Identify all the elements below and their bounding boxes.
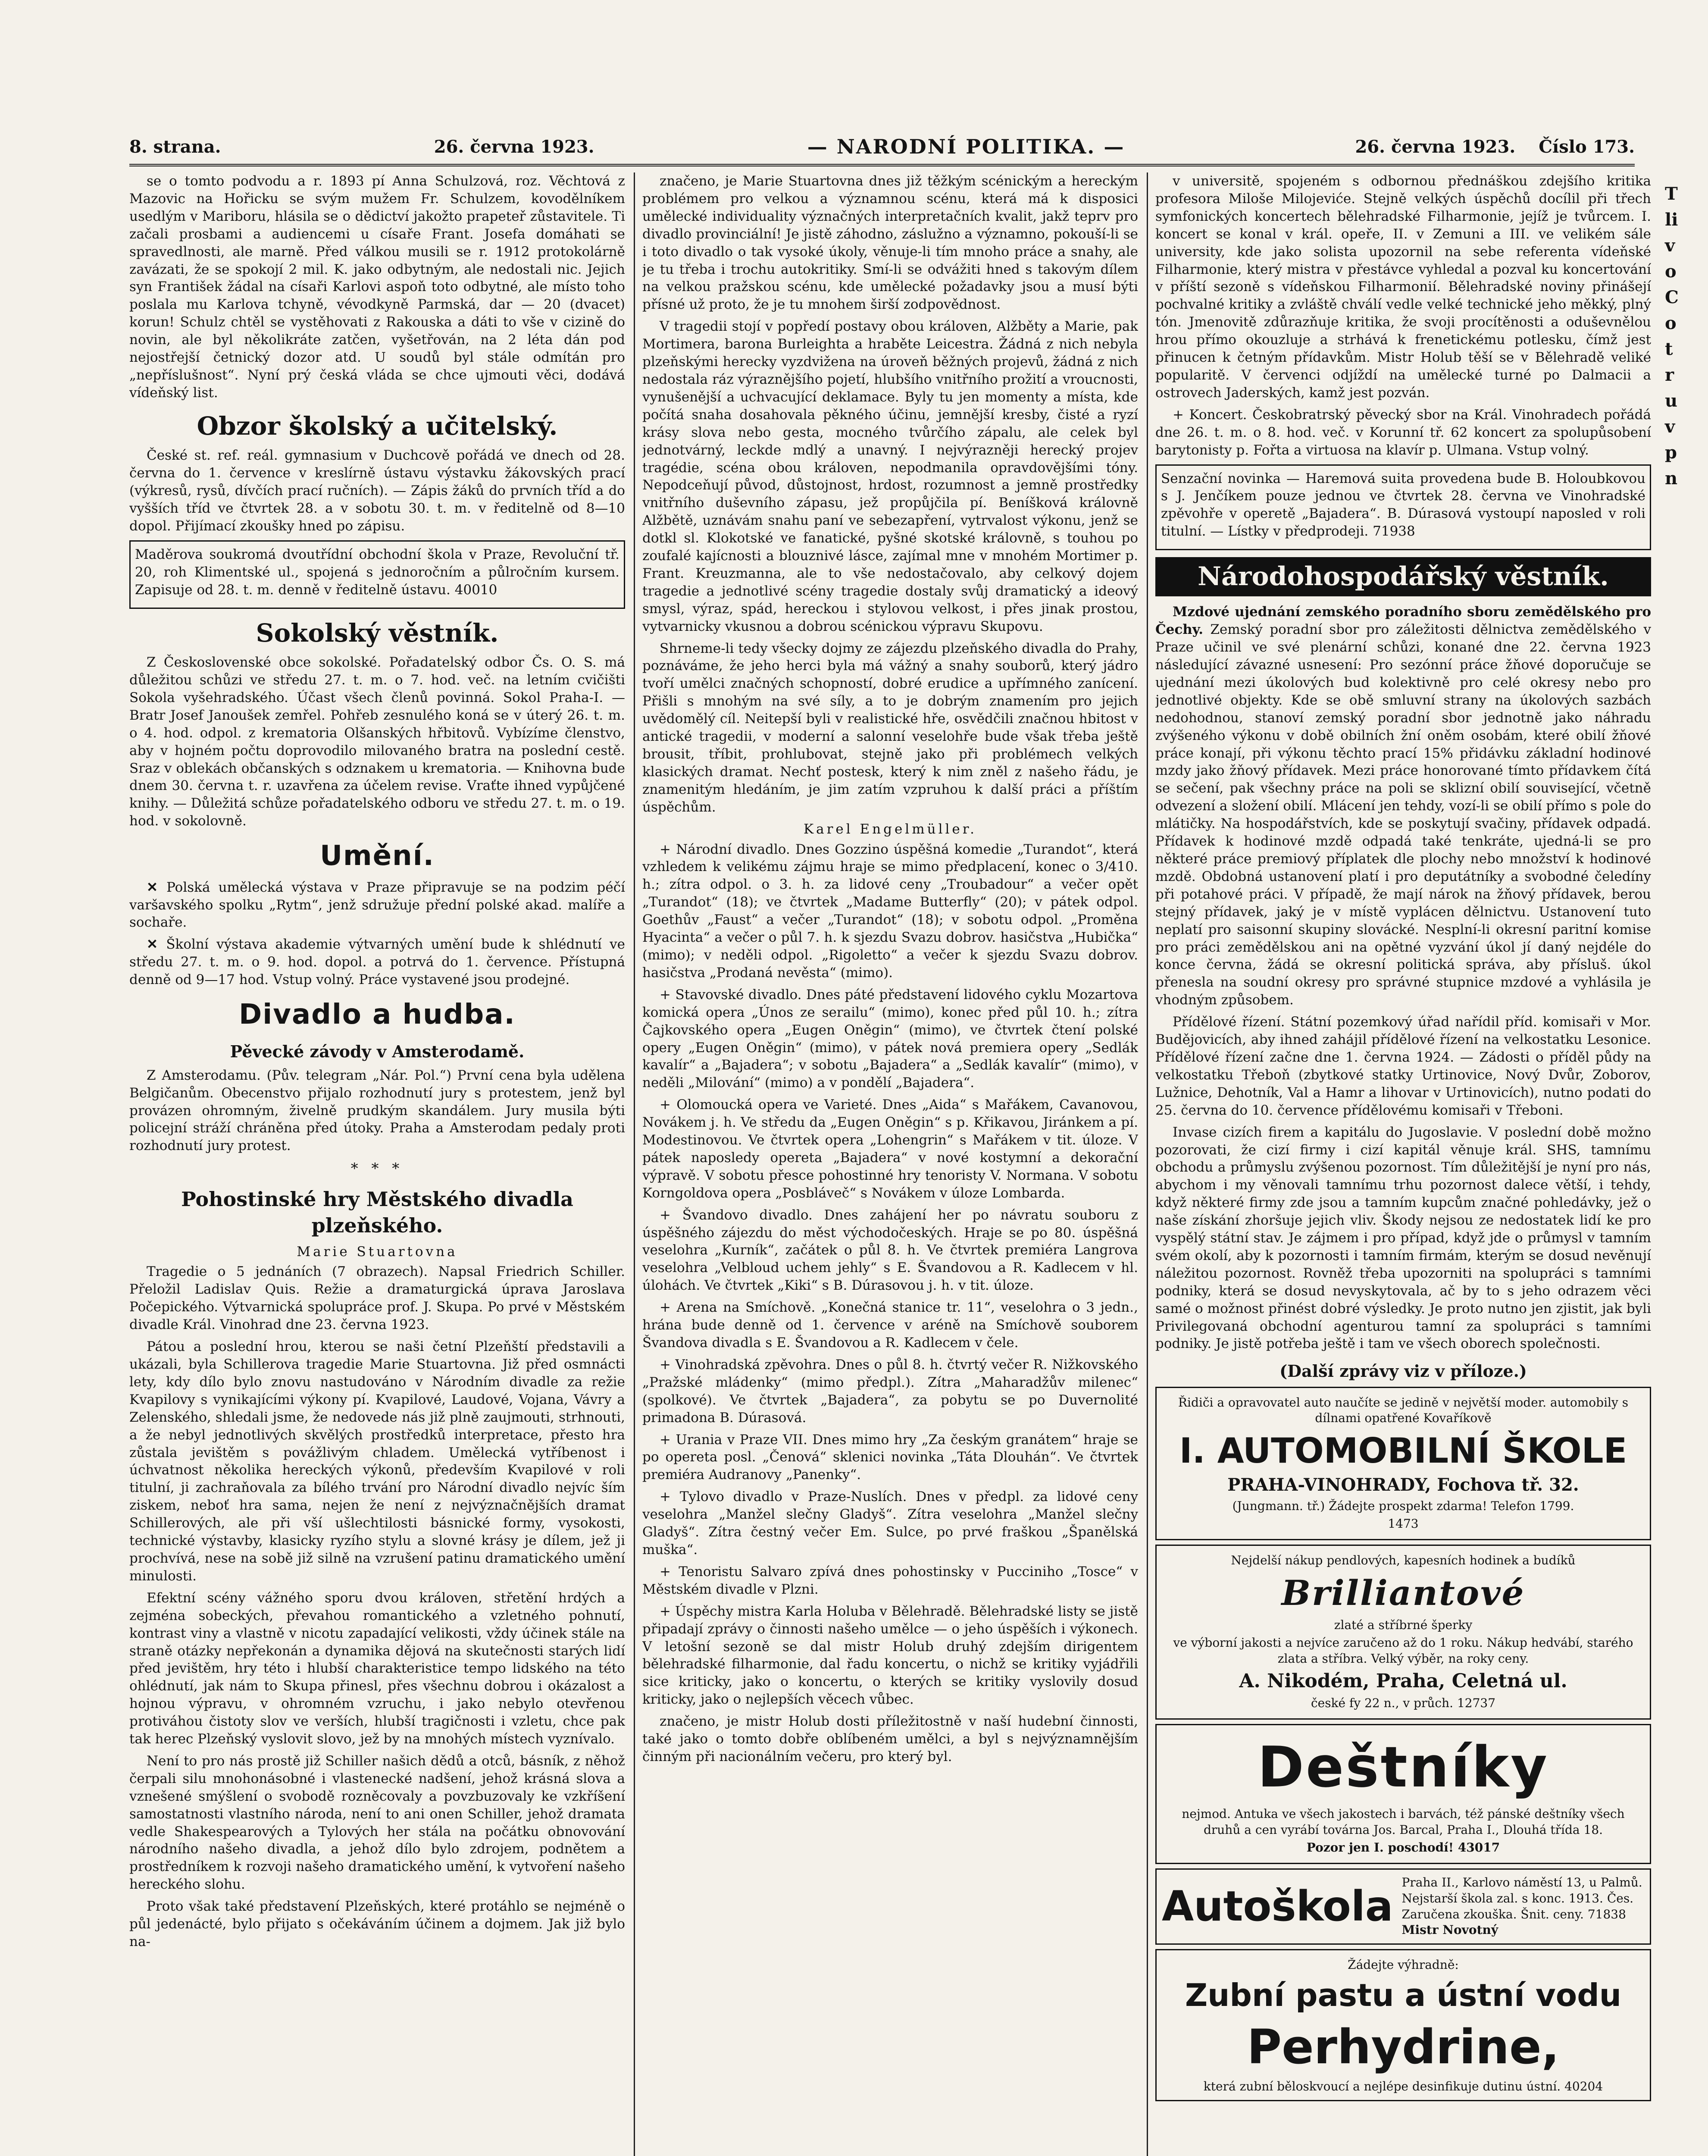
news-item-text: Arena na Smíchově. „Konečná stanice tr. 11“, veselohra o 3 jedn., hrána bude denně od 1. července v aréně na Smíchově souborem Švandova divadla s E. Švandovou a R. Kadlecem v čele. [642, 1300, 1138, 1351]
edge-letter: o [1665, 261, 1677, 282]
art-item-text: Školní výstava akademie výtvarných umění bude k shlédnutí ve středu 27. t. m. o 9. hod. dopol. a potrvá do 1. července. Přístupná denně od 9—17 hod. Vstup volný. Práce vystavené jsou prodejné. [129, 937, 625, 988]
economy-item: Přídělové řízení. Státní pozemkový úřad nařídil příd. komisaři v Mor. Budějovicích, aby ihned zahájil přídělové řízení na velkostatku Lesonice. Přídělové řízení začne dne 1. června 1924. — Zádosti o příděl půdy na velkostatku Třeboň (zbytkové statky Urtinovice, Nový Dvůr, Zoborov, Lužnice, Dehotník, Val a Hamr a lihovar v Urtinovicích), nutno podati do 25. června do 10. července přídělovému komisaři v Třeboni. [1155, 1014, 1651, 1118]
edge-letter: T [1665, 184, 1678, 204]
ad-company-2: české fy 22 n., v průch. 12737 [1311, 1696, 1496, 1711]
plus-icon: + [660, 1603, 675, 1619]
header-date-right: 26. června 1923. [1355, 136, 1516, 157]
edge-letter: p [1665, 442, 1677, 463]
column-2 [642, 172, 1138, 2156]
news-item [642, 1603, 1138, 1708]
column-divider [634, 172, 635, 2156]
news-item [642, 1563, 1138, 1598]
school-ad-text: Maděrova soukromá dvoutřídní obchodní škola v Praze, Revoluční tř. 20, roh Klimentské ul., spojená s jednoročním a půlročním kursem. Zapisuje od 28. t. m. denně v ředitelně ústavu. 40010 [135, 546, 619, 598]
news-item-text: Švandovo divadlo. Dnes zahájení her po návratu souboru z úspěšného zájezdu do měst východočeských. Hraje se po 80. úspěšná veselohra „Kurník“, začátek o půl 8. h. Ve čtvrtek premiéra Langrova veselohra „Velbloud uchem jehly“ s E. Švandovou a R. Kadlecem v hl. úlohách. Ve čtvrtek „Kiki“ s B. Dúrasovou j. h. v tit. úloze. [642, 1207, 1138, 1294]
ad-note: Pozor jen I. poschodí! 43017 [1306, 1840, 1500, 1855]
ad-line: Nejdelší nákup pendlových, kapesních hodinek a budíků [1231, 1553, 1576, 1567]
sensation-ad-text: Senzační novinka — Haremová suita provedena bude B. Holoubkovou s J. Jenčíkem pouze jednou ve čtvrtek 28. června ve Vinohradské zpěvohře v operetě „Bajadera“. B. Dúrasová vystoupí naposled v roli titulní. — Lístky v předprodeji. 71938 [1161, 470, 1645, 539]
header-right [1338, 137, 1635, 157]
ad-line: Žádejte výhradně: [1348, 1958, 1459, 1972]
article-lead: se o tomto podvodu a r. 1893 pí Anna Schulzová, roz. Věchtová z Mazovic na Hořicku se svým mužem Fr. Schulzem, kovodělníkem usedlým v Mariboru, hlásila se o dědictví jakožto prapeteř zůstavitele. Ti začali prosbami a audiencemi u císaře Frant. Josefa domáhati se spravedlnosti, ale marně. Před válkou musili se r. 1912 protokolárně zavázati, že se spokojí 2 mil. K. jako odbytným, ale nedostali nic. Jejich syn František žádal na císaři Karlovi aspoň toto odbytné, ale místo toho poslala mu Karlova tchyně, vévodkyně Parmská, dar — 20 (dvacet) korun! Schulz chtěl se vystěhovati z Rakouska a dáti to vše v cizině do novin, ale byl několikráte zatčen, vyšetřován, na 2 léta dán pod nejostřejší četnický dozor atd. U soudů byl stále odmítán pro „nepříslušnost“. Nyní prý česká vláda se chce ujmouti věci, dodává vídeňský list. [129, 173, 625, 401]
news-item [642, 1299, 1138, 1352]
adjacent-page-edge [1665, 181, 1704, 492]
review-paragraph: značeno, je Marie Stuartovna dnes již těžkým scénickým a hereckým problémem pro velkou a významnou scénu, která má k disposici umělecké individuality význačných interpretačních kvalit, jakž teprv pro divadlo provinciální! Je jistě záhodno, záslužno a významno, pokouší-li se i toto divadlo o tak vysoké úkoly, věnuje-li tím mnoho práce a snahy, ale je tu třeba i trochu autokritiky. Smí-li se odvážiti hned s takovým dílem na velkou pražskou scénu, kde umělecké požadavky jsou a musí býti přísné už proto, že je tu mnohem širší zodpovědnost. [642, 173, 1138, 313]
art-item [129, 936, 625, 989]
news-item-text: Úspěchy mistra Karla Holuba v Bělehradě. Bělehradské listy se jistě připadají zprávy o činnosti našeho umělce — o jeho úspěších i výkonech. V letošní sezoně se dal mistr Holub druhý zdejším dirigentem bělehradské filharmonie, dal řadu koncertu, o nichž se kritiky vyjádřili sice kriticky, jako o koncertu, o kterých se kritiky vyslovily dosud kriticky, jako o nejlepších věcech vůbec. [642, 1603, 1138, 1708]
section-title-economy: Národohospodářský věstník. [1155, 557, 1651, 596]
news-item [642, 1356, 1138, 1427]
ad-umbrellas [1155, 1724, 1651, 1864]
news-item [642, 1206, 1138, 1295]
review-signature: Karel Engelmüller. [803, 821, 977, 837]
ad-line: Řidiči a opravovatel auto naučíte se jedině v největší moder. automobily s dílnami opatřené Kovaříkově [1178, 1395, 1629, 1426]
ad-line: ve výborní jakosti a nejvíce zaručeno až do 1 roku. Nákup hedvábí, starého zlata a stříbra. Velký výběr, na roky ceny. [1173, 1636, 1633, 1666]
economy-item-head: Mzdové ujednání zemského poradního sboru zemědělského pro Čechy. [1155, 604, 1651, 638]
guest-plays-title: Pohostinské hry Městského divadla plzeňského. [181, 1188, 573, 1237]
plus-icon: + [660, 1564, 679, 1579]
ad-address: PRAHA-VINOHRADY, Fochova tř. 32. [1227, 1475, 1579, 1495]
plus-icon: + [660, 1097, 677, 1113]
news-item-text: Národní divadlo. Dnes Gozzino úspěšná komedie „Turandot“, která vzhledem k velikému zájmu hraje se mimo předplacení, konec o 3/410. h.; zítra odpol. o 3. h. za lidové ceny „Troubadour“ a večer opět „Turandot“ (18); ve čtvrtek „Madame Butterfly“ (20); v pátek odpol. Goethův „Faust“ a večer „Turandot“ (18); v sobotu odpol. „Proměna Hyacinta“ a večer o půl 7. h. k sjezdu Svazu dobrov. hasičstva „Hubička“ (mimo); v neděli odpol. „Rigoletto“ a večer k sjezdu Svazu dobrov. hasičstva „Prodaná nevěsta“ (mimo). [642, 841, 1138, 981]
sokol-text: Z Československé obce sokolské. Pořadatelský odbor Čs. O. S. má důležitou schůzi ve středu 27. t. m. o 7. hod. več. na letním cvičišti Sokola vyšehradského. Účast všech členů povinná. Sokol Praha-I. — Bratr Josef Janoušek zemřel. Pohřeb zesnulého koná se v úterý 26. t. m. o 4. hod. odpol. z krematoria Olšanských hřbitovů. Vybízíme členstvo, aby v hojném počtu doprovodilo milovaného bratra na poslední cestě. Sraz v oblekách občanských s odznakem u krematoria. — Knihovna bude dnem 30. června t. r. uzavřena za účelem revise. Vraťte ihned vypůjčené knihy. — Důležitá schůze pořadatelského odboru ve středu 27. t. m. o 19. hod. v sokolovně. [129, 655, 625, 829]
play-credits: Tragedie o 5 jednáních (7 obrazech). Napsal Friedrich Schiller. Přeložil Ladislav Quis. Režie a dramaturgická úprava Jaroslava Počepického. Výtvarnická spolupráce prof. J. Skupa. Po prvé v Městském divadle Král. Vinohrad dne 23. června 1923. [129, 1264, 625, 1333]
issue-number: Číslo 173. [1539, 136, 1635, 157]
news-item-text: Stavovské divadlo. Dnes páté představení lidového cyklu Mozartova komická opera „Únos ze serailu“ (mimo), konec před půl 10. h.; zítra Čajkovského opera „Eugen Oněgin“ (mimo), ve čtvrtek čtení polské opery „Eugen Oněgin“ (mimo), v pátek nová premiera opery „Sedlák kavalír“ a „Bajadera“; v sobotu „Bajadera“ a „Sedlák kavalír“ (mimo), v neděli „Milování“ (mimo) a v pondělí „Bajadera“. [642, 987, 1138, 1091]
news-item [642, 1096, 1138, 1202]
ad-line: zlaté a stříbrné šperky [1334, 1618, 1473, 1633]
page-number: 8. strana. [129, 136, 221, 157]
ad-line: která zubní běloskvoucí a nejlépe desinfikuje dutinu ústní. 40204 [1203, 2079, 1603, 2093]
more-news-note: (Další zprávy viz v příloze.) [1279, 1361, 1527, 1381]
edge-letter: v [1665, 235, 1675, 256]
edge-letter: v [1665, 417, 1675, 437]
news-item-text: Koncert. Českobratrský pěvecký sbor na Král. Vinohradech pořádá dne 26. t. m. o 8. hod. več. v Korunní tř. 62 koncert za spolupůsobení barytonisty p. Fořta a virtuosa na klavír p. Ulmana. Vstup volný. [1155, 407, 1651, 458]
art-item-text: Polská umělecká výstava v Praze připravuje se na podzim péčí varšavského spolku „Rytm“, jenž sdružuje přední polské akad. malíře a sochaře. [129, 879, 625, 931]
ad-line: Praha II., Karlovo náměstí 13, u Palmů. Nejstarší škola zal. s konc. 1913. Čes. Zaručena zkouška. Šnit. ceny. 71838 [1401, 1875, 1642, 1921]
economy-item: Invase cizích firem a kapitálu do Jugoslavie. V poslední době možno pozorovati, že cizí firmy i cizí kapitál věnuje král. SHS, tamnímu obchodu a průmyslu zvýšenou pozornost. Tím důležitější je nyní pro nás, abychom i my věnovali tamnímu trhu pozornost dalece větší, i tehdy, když některé firmy zde jsou a tamním kupcům značné pohledávky, jež o naše získání zhoršuje jejich vliv. Škody nejsou ze nedostatek lidí ke pro vyspělý státní stav. Je zájmem i pro případ, když jde o průmysl v tamním svém okolí, aby k pozornosti i tamním firmám, kterým se dosud nevěnují náležitou pozornost. Rovněž třeba upozorniti na spolupráci s tamními podniky, která se dosud nevyskytovala, ač by to s jeho odrazem věci samé o možnost přinést dobré výsledky. Je proto nutno jen zjistit, jak byli Privilegovaná obchodní agenturou tamní za spolupráci s tamními podniky. Je jistě potřeba ještě i tam ve všech oborech společnosti. [1155, 1124, 1651, 1352]
ad-automobile-school [1155, 1387, 1651, 1540]
edge-letter: C [1665, 287, 1679, 307]
plus-icon: + [660, 1207, 682, 1223]
column-divider [1147, 172, 1148, 2156]
ad-title: Zubní pastu a ústní vodu [1185, 1977, 1622, 2014]
economy-item [1155, 603, 1651, 1009]
edge-letter: li [1665, 210, 1678, 230]
review-paragraph: Efektní scény vážného sporu dvou královen, střetění hrdých a zejména sobeckých, převahou romantického a vzletného pohnutí, kontrast viny a vlastně v nicotu zapadající velikosti, vždy účinek stále na straně otázky nepřekonán a dynamika dějová na skutečnosti starých lidí před jevištěm, hry této i hlubší charakteristice tempo lidského na této ohlédnutí, jak nám to Skupa přinesl, přes všechnu dobrou i okázalost a hojnou výpravu, v ohromném vzruchu, i jako nebylo otevřenou protiváhou čistoty slov ve verších, hlubší tragičnosti i vzletu, chce pak tak herec Plzeňský vyslovit slovo, jež by na mnohých místech vyznívalo. [129, 1590, 625, 1747]
ad-subtitle: Mistr Novotný [1401, 1923, 1498, 1937]
school-ad-box [129, 540, 625, 609]
masthead-title: — NARODNÍ POLITIKA. — [807, 135, 1125, 158]
plus-icon: + [660, 1489, 680, 1505]
plus-icon: + [1173, 407, 1189, 423]
plus-icon: + [660, 841, 676, 857]
ad-line: nejmod. Antuka ve všech jakostech i barvách, též pánské deštníky všech druhů a cen vyrábí továrna Jos. Barcal, Praha I., Dlouhá třída 18. [1182, 1806, 1625, 1837]
plus-icon: + [660, 1432, 676, 1448]
separator-stars: * * * [350, 1160, 404, 1178]
column-3 [1155, 172, 1651, 2156]
ad-brand: Perhydrine, [1247, 2019, 1560, 2075]
news-item-end: značeno, je mistr Holub dosti příležitostně v naší hudební činnosti, také jako o tomto dobře oblíbeném umělci, a byl s nejvýznamnějším činným při nacionálním večeru, pro který byl. [642, 1714, 1138, 1764]
cross-icon: ✕ [147, 937, 166, 953]
section-title-school: Obzor školský a učitelský. [197, 411, 558, 441]
news-item-text: Vinohradská zpěvohra. Dnes o půl 8. h. čtvrtý večer R. Nižkovského „Pražské mládenky“ (mimo předpl.). Zítra „Maharadžův milenec“ (spolkové). Ve čtvrtek „Bajadera“, za pobytu se po Duvernolité primadona B. Dúrasová. [642, 1357, 1138, 1426]
play-title: Marie Stuartovna [297, 1244, 458, 1260]
news-item-text: Urania v Praze VII. Dnes mimo hry „Za českým granátem“ hraje se po opereta posl. „Čenová“ sklenici novinka „Táta Dlouhán“. Ve čtvrtek premiéra Audranovy „Panenky“. [642, 1432, 1138, 1483]
news-item [1155, 406, 1651, 459]
art-item [129, 879, 625, 932]
review-paragraph: V tragedii stojí v popředí postavy obou královen, Alžběty a Marie, pak Mortimera, barona Burleighta a hraběte Leicestra. Žádná z nich nebyla plzeňskými herecky vyzdvižena na úroveň běžných projevů, žádná z nich nedostala ráz výraznějšího pojetí, hlubšího vnitřního prožití a vroucnosti, vynušenější a uchvacující deklamace. Byly tu jen momenty a místa, kde počítá snaha dosahovala pěkného účinu, jemnější kresby, čisté a ryzí krásy slova nebo gesta, mocného tvůrčího zápalu, ale celek byl jednotvárný, leckde mdlý a unavný. I nejvýrazněji herecký projev tragédie, scéna obou královen, nepodmanila opravdovějšími tóny. Nepodceňují původ, důstojnost, hrdost, rozumnost a jemně prostředky vnitřního duševního zápasu, jež propůjčila pí. Beníšková královně Alžbětě, uznávám snahu paní ve sebezapření, vytrvalost výkonu, jenž se dotkl sl. Klokotské ve fanatické, pyšné skotské královně, s touhou po zoufalé kajícnosti a blouznivé lásce, zajímal mne v mnohém Mortimer p. Frant. Kreuzmanna, ale to vše nedostačovalo, aby celkový dojem tragedie a jednotlivé scény tragedie dostaly svůj dramatický a ideový smysl, výraz, spád, hereckou i stylovou velkost, i přes jinak prostou, vytvarnicky vkusnou a dobrou scénickou výpravu Skupovu. [642, 319, 1138, 634]
news-item [642, 986, 1138, 1092]
theatre-text: Z Amsterodamu. (Pův. telegram „Nár. Pol.“) První cena byla udělena Belgičanům. Obecenstvo přijalo rozhodnutí jury s protestem, jenž byl provázen ohromným, živelně prudkým skandálem. Jury musila býti policejní stráží chráněna před útoky. Praha a Amsterodam pedaly proti rozhodnutí jury protest. [129, 1067, 625, 1154]
ad-title: Autoškola [1162, 1882, 1393, 1931]
theatre-subtitle: Pěvecké závody v Amsterodamě. [230, 1041, 525, 1061]
review-paragraph: Shrneme-li tedy všecky dojmy ze zájezdu plzeňského divadla do Prahy, poznáváme, že jeho herci byla má vážný a snahy souborů, který jádro tvoří umělci značných schopností, dobré erudice a upřímného zanícení. Přišli s mnohým na své síly, a to je dobrým znamením pro jejich uvědomělý cíl. Neitepší byli v realistické hře, osvědčili značnou hbitost v antické tragedii, v moderní a salonní veselohře bude však třeba ještě brousit, tříbit, prohlubovat, stejně jako při problémech velkých klasických dramat. Nechť postesk, který k nim zněl z našeho řádu, je znamenitým hledáním, je jim zatím vzpruhou k další práci a příštím úspěchům. [642, 640, 1138, 815]
ad-driving-school [1155, 1868, 1651, 1945]
ad-line: (Jungmann. tř.) Žádejte prospekt zdarma! Telefon 1799. [1232, 1498, 1574, 1513]
header-date-left: 26. června 1923. [434, 136, 594, 157]
ad-company: A. Nikodém, Praha, Celetná ul. [1239, 1670, 1567, 1692]
review-paragraph: Pátou a poslední hrou, kterou se naši četní Plzeňští představili a ukázali, byla Schillerova tragedie Marie Stuartovna. Již před osmnácti lety, kdy dílo bylo znovu nastudováno v Národním divadle za režie Kvapilovy s vynikajícími výkony pí. Kvapilové, Laudové, Vojana, Vávry a Zelenského, shledali jsme, že nedovede nás již plně zaujmouti, strhnouti, a že nebyl jednotlivých skvělých prostředků interpretace, přesto hra zůstala jevištěm s povážlivým chladem. Umělecká vytříbenost i úchvatnost několika hereckých výkonů, především Kvapilové v roli titulní, ji zachraňovala za bílého trvání pro Národní divadlo nejvíc ším ziskem, neboť hra sama, nejen že není z nejvýznačnějších dramat Schillerových, ale při vší ušlechtilosti básnické formy, vysokosti, technické výstavby, klasicky ryzího stylu a slovné krásy je dílem, jež ji prochvívá, nese na sobě již silně na vzrušení patinu dramatického umění minulosti. [129, 1339, 625, 1584]
edge-letter: n [1665, 468, 1678, 489]
news-item-text: Tenoristu Salvaro zpívá dnes pohostinsky v Pucciniho „Tosce“ v Městském divadle v Plzni. [642, 1564, 1138, 1597]
review-paragraph: Proto však také představení Plzeňských, které protáhlo se nejméně o půl jedenácté, bylo přijato s očekáváním účinem a dojmem. Jak již bylo na- [129, 1899, 625, 1949]
ad-number: 1473 [1388, 1516, 1419, 1531]
edge-letter: t [1665, 339, 1673, 359]
column-1 [129, 172, 625, 2156]
ad-title: Brilliantové [1281, 1572, 1525, 1613]
ad-brilliants [1155, 1545, 1651, 1720]
news-item-text: Olomoucká opera ve Varieté. Dnes „Aida“ s Mařákem, Cavanovou, Novákem j. h. Ve středu da „Eugen Oněgin“ s p. Křikavou, Jiránkem a pí. Modestinovou. Ve čtvrtek opera „Lohengrin“ s Mařákem v tit. úloze. V pátek naposledy opereta „Bajadera“ v nové kostymní a dekorační výpravě. V sobotu přesce pohostinné hry tenoristy V. Normana. V sobotu Korngoldova opera „Posbláveč“ s Novákem v úloze Lombarda. [642, 1097, 1138, 1201]
news-item [642, 841, 1138, 982]
edge-letter: o [1665, 313, 1677, 333]
section-title-art: Umění. [320, 840, 435, 872]
plus-icon: + [660, 987, 676, 1003]
edge-letter: r [1665, 365, 1674, 385]
news-continuation: v universitě, spojeném s odbornou přednáškou zdejšího kritika profesora Miloše Milojeviće. Stejně velkých úspěchů docílil při třech symfonických koncertech bělehradské Filharmonie, jejíž je tvůrcem. I. koncert se konal v král. opeře, II. v Zemuni a III. ve velikém sále university, kde jako solista upozornil na sebe referenta vídeňské Filharmonie, který mistra v přestávce vyhledal a pozval ku koncertování v příští sezoně s vídeňskou Filharmonií. Bělehradské noviny přinášejí pochvalné kritiky a zvláště chválí vedle velké technické jeho měkký, plný tón. Jmenovitě zdůrazňuje kritika, že svoji procítěnosti a oduševnělou hrou přímo okouzluje a strhává k frenetickému potlesku, čímž jest přinucen k četným přídavkům. Mistr Holub těší se v Bělehradě veliké popularitě. V červenci odjíždí na umělecké turné po Dalmacii a ostrovech Jaderských, kamž jest pozván. [1155, 173, 1651, 401]
school-text: České st. ref. reál. gymnasium v Duchcově pořádá ve dnech od 28. června do 1. července v kreslírně ústavu výstavku žákovských prací (výkresů, rysů, dívčích prací ručních). — Zápis žáků do prvních tříd a do vyšších tříd ve čtvrtek 28. a v sobotu 30. t. m. v ředitelně od 8—10 dopol. Přijímací zkoušky hned po zápisu. [129, 448, 625, 534]
news-item-text: Tylovo divadlo v Praze-Nuslích. Dnes v předpl. za lidové ceny veselohra „Manžel slečny Gladyš“. Zítra veselohra „Manžel slečny Gladyš“. Zítra čestný večer Em. Sulce, po prvé fraškou „Španělská muška“. [642, 1489, 1138, 1557]
review-paragraph: Není to pro nás prostě již Schiller našich dědů a otců, básník, z něhož čerpali silu mnohonásobné i vlastenecké nadšení, jehož krásná slova a vznešené smýšlení o svobodě rozněcovaly a povzbuzovaly ke vzkříšení samostatnosti vlastního národa, není to ani onen Schiller, jehož dramata vedle Shakespearových a Tylových her stála na počátku obnovování národního našeho divadla, a jehož dílo bylo zdrojem, podnětem a prostředníkem k rozvoji našeho dramatického umění, k vytvoření našeho hereckého slohu. [129, 1753, 625, 1893]
ad-title: Deštníky [1258, 1734, 1549, 1800]
page-header [129, 129, 1635, 166]
cross-icon: ✕ [147, 879, 167, 895]
ad-title: I. AUTOMOBILNÍ ŠKOLE [1179, 1431, 1627, 1471]
section-title-sokol: Sokolský věstník. [256, 618, 499, 648]
section-title-theatre: Divadlo a hudba. [239, 999, 516, 1031]
news-item [642, 1431, 1138, 1484]
plus-icon: + [660, 1300, 677, 1316]
sensation-ad-box [1155, 464, 1651, 551]
ad-perhydrine [1155, 1949, 1651, 2101]
news-item [642, 1488, 1138, 1559]
edge-letter: u [1665, 391, 1678, 411]
economy-item-text: Zemský poradní sbor pro záležitosti dělnictva zemědělského v Praze učinil ve své plenární schůzi, konané dne 22. června 1923 následující závazné usnesení: Pro sezónní práce žňové doporučuje se ujednání mezi úkolových bud kolektivně pro celé okresy nebo pro jednotlivé objekty. Kde se obě smluvní strany na úkolových sazbách nedohodnou, stanoví zemský poradní sbor jednotně jako náhradu zvýšeného výkonu v době obilních žní oněm osobám, které obilí žňové práce konají, při výkonu těchto prací 15% přidávku základní hodinové mzdy jako žňový přídavek. Mezi práce honorované tímto přídavkem čítá se sečení, pak všechny práce na poli se sklizní obilí související, včetně odvezení a složení obilí. Mlácení jen tehdy, vozí-li se obilí přímo s pole do mlátičky. Na hospodářstvích, kde se poskytují svačiny, přídavek odpadá. Přídavek k hodinové mzdě odpadá také tenkráte, ujedná-li se pro některé práce premiový příplatek dle plochy nebo množství k hodinové mzdě. Obdobná ustanovení platí i pro deputátníky a svobodné čeledíny při potahové práci. V případě, že mají nárok na žňový přídavek, berou stejný přídavek, jaký je v místě vyplácen dělnictvu. Ustanovení tuto neplatí pro saisonní skupiny slovácké. Nesplní-li okresní paritní komise pro práci zemědělskou ani na opětné vyzvání úkol jí daný nejdéle do konce června, žádá se okresní politická správa, aby přísluš. úkol přenesla na soudní okresy pro správné stupnice mzdové a vyhlásila je vhodným způsobem. [1155, 622, 1651, 1008]
plus-icon: + [660, 1357, 676, 1373]
